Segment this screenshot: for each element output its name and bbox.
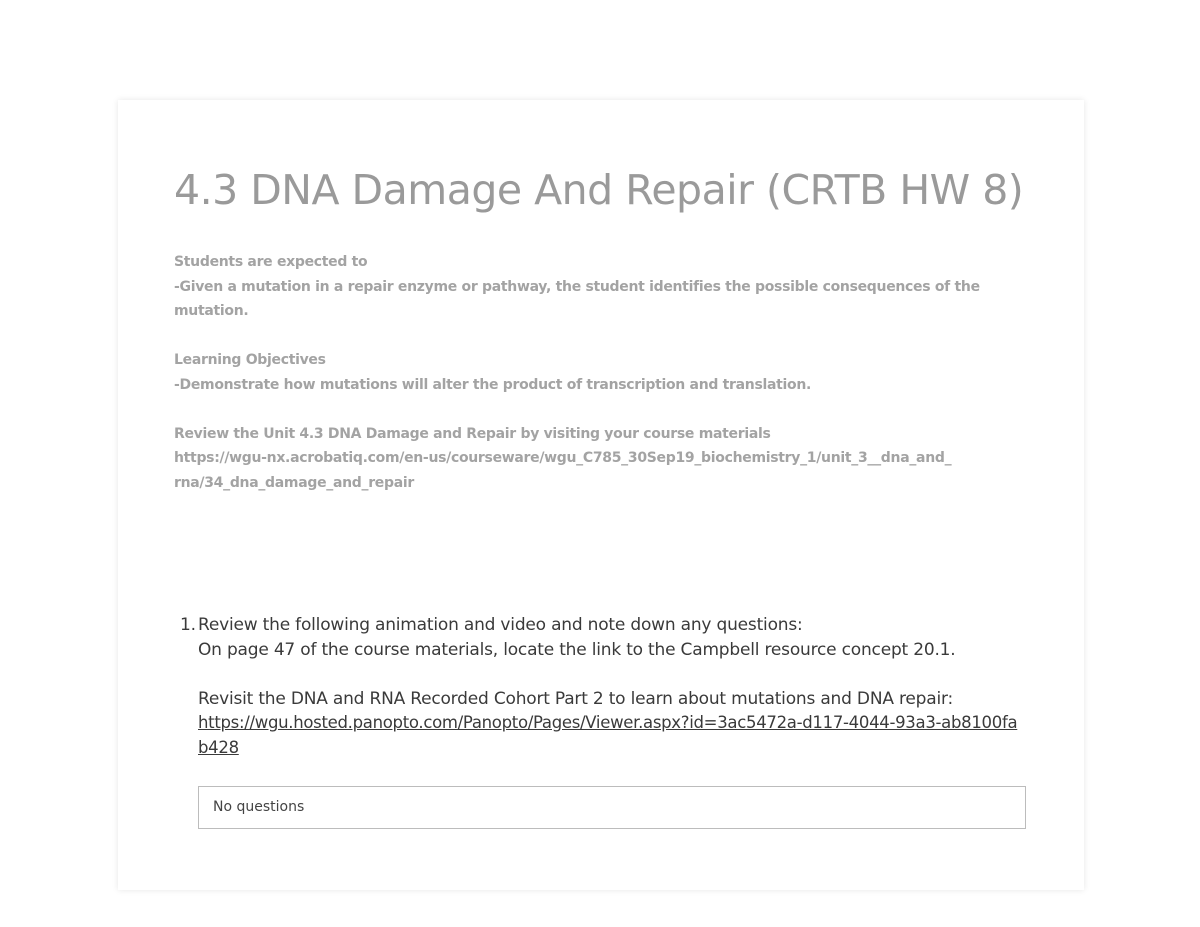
- question-1: [180, 613, 1030, 760]
- description-line: -Given a mutation in a repair enzyme or pathway, the student identifies the possible consequences of the mutation.: [174, 278, 980, 319]
- description-url: https://wgu-nx.acrobatiq.com/en-us/courseware/wgu_C785_30Sep19_biochemistry_1/unit_3__dna_and_rna/34_dna_damage_and_repair: [174, 450, 952, 491]
- description-line: -Demonstrate how mutations will alter the product of transcription and translation.: [174, 376, 812, 393]
- question-text: Revisit the DNA and RNA Recorded Cohort Part 2 to learn about mutations and DNA repair:: [198, 688, 953, 709]
- description-line: Review the Unit 4.3 DNA Damage and Repair by visiting your course materials: [174, 425, 771, 442]
- form-title: 4.3 DNA Damage And Repair (CRTB HW 8): [174, 166, 1024, 214]
- question-body: [198, 613, 1030, 760]
- description-line: Learning Objectives: [174, 352, 326, 368]
- form-card: [118, 100, 1084, 890]
- answer-field[interactable]: [198, 786, 1026, 829]
- form-description: [174, 250, 1004, 495]
- panopto-video-link[interactable]: https://wgu.hosted.panopto.com/Panopto/Pages/Viewer.aspx?id=3ac5472a-d117-4044-93a3-ab8100fab428: [198, 713, 1018, 757]
- description-line: Students are expected to: [174, 254, 368, 270]
- question-text: On page 47 of the course materials, locate the link to the Campbell resource concept 20.1.: [198, 639, 956, 660]
- answer-value: No questions: [213, 799, 305, 815]
- question-number: 1.: [180, 615, 196, 635]
- question-text: Review the following animation and video and note down any questions:: [198, 615, 803, 635]
